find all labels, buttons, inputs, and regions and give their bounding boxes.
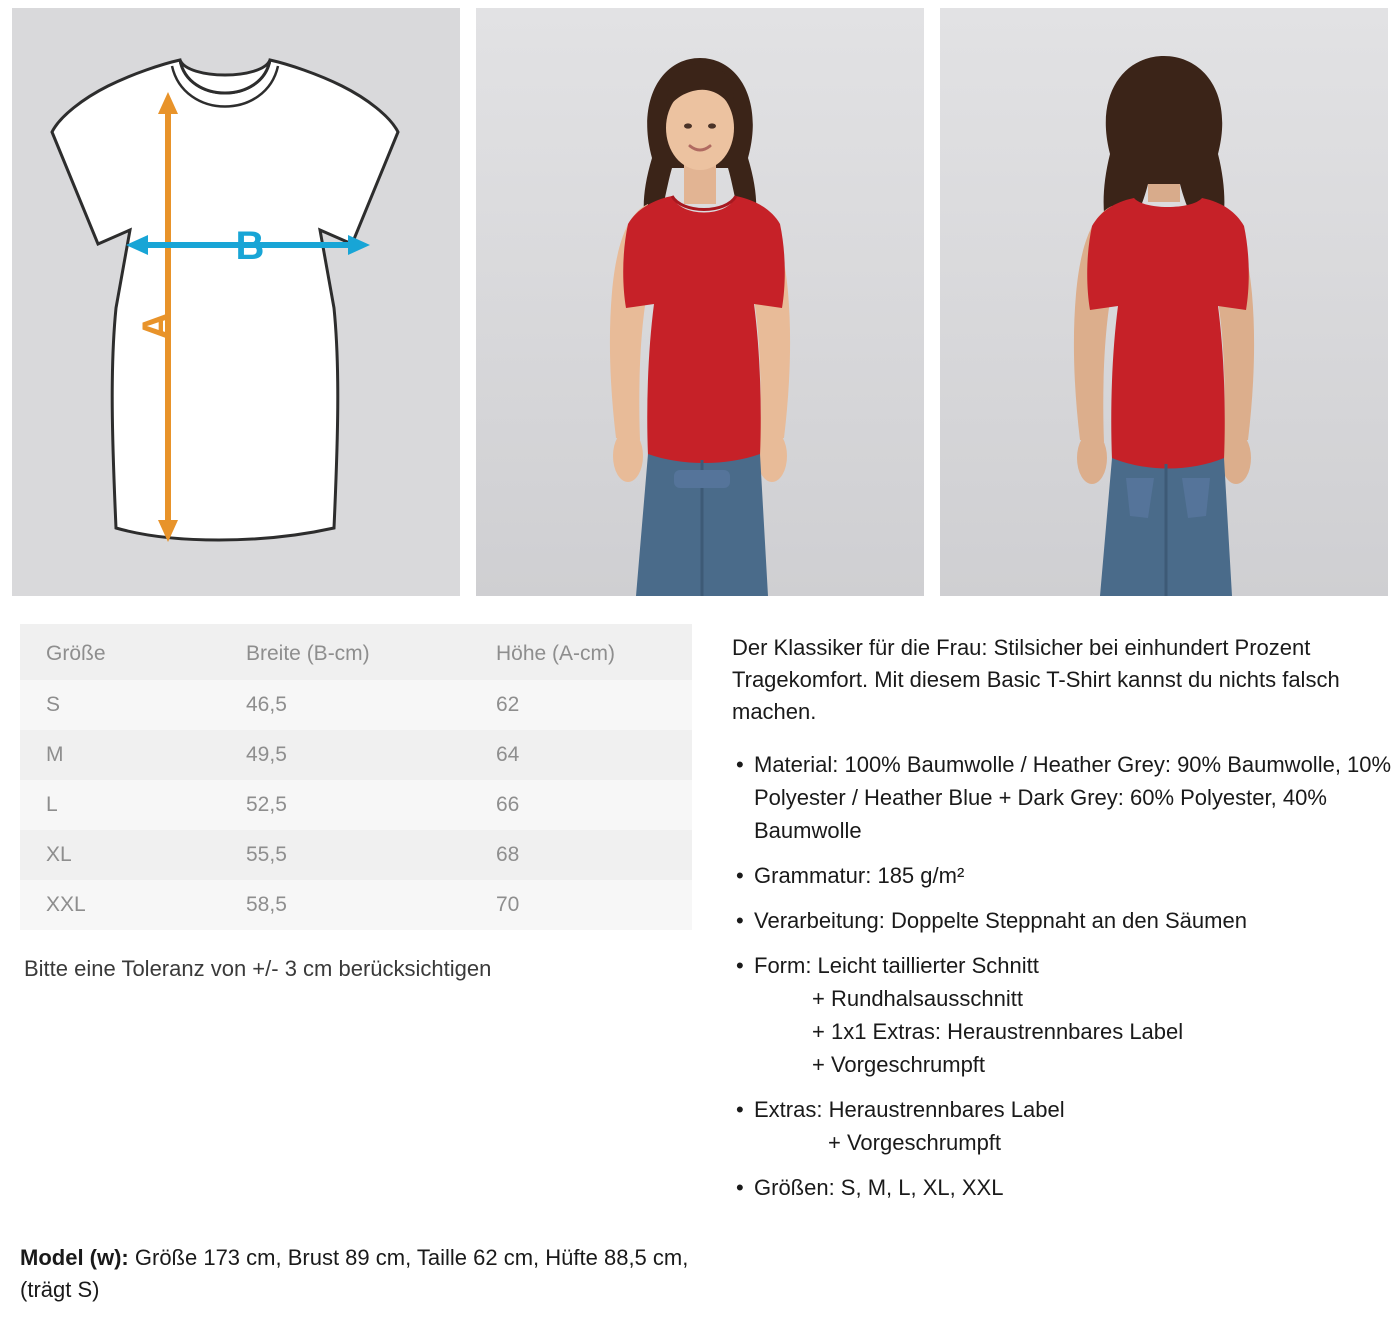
- feature-fit-sub-1: + Rundhalsausschnitt: [812, 985, 1023, 1011]
- cell-size: XL: [46, 843, 72, 866]
- cell-height: 66: [496, 793, 520, 816]
- cell-size: S: [46, 693, 61, 716]
- size-table-column: [12, 624, 712, 1216]
- cell-height: 68: [496, 843, 520, 866]
- table-row: [20, 680, 692, 730]
- feature-material: Material: 100% Baumwolle / Heather Grey: 90% Baumwolle, 10% Polyester / Heather Blue + Dark Grey: 60% Polyester, 40% Baumwolle: [754, 751, 1392, 843]
- feature-weight: Grammatur: 185 g/m²: [754, 862, 965, 888]
- column-header-size: Größe: [46, 642, 106, 665]
- feature-extras: Extras: Heraustrennbares Label: [754, 1096, 1065, 1122]
- tshirt-diagram: [12, 8, 460, 596]
- width-label: B: [235, 224, 265, 268]
- feature-construction: Verarbeitung: Doppelte Steppnaht an den Säumen: [754, 907, 1247, 933]
- table-row: [20, 880, 692, 930]
- feature-fit: Form: Leicht taillierter Schnitt: [754, 952, 1039, 978]
- feature-fit-sub-2: + 1x1 Extras: Heraustrennbares Label: [812, 1018, 1184, 1044]
- product-details: [0, 596, 1400, 1216]
- product-image-row: [0, 0, 1400, 596]
- cell-height: 62: [496, 693, 520, 716]
- model-back-illustration: [940, 8, 1388, 596]
- table-row: [20, 730, 692, 780]
- cell-width: 46,5: [246, 693, 287, 716]
- cell-width: 52,5: [246, 793, 287, 816]
- feature-extras-sub-1: + Vorgeschrumpft: [828, 1129, 1002, 1155]
- table-header-row: [20, 624, 692, 680]
- cell-height: 64: [496, 743, 520, 766]
- cell-height: 70: [496, 893, 520, 916]
- description-column: [732, 624, 1392, 1216]
- cell-size: XXL: [46, 893, 86, 916]
- height-label: A: [135, 311, 179, 341]
- model-info: [20, 1242, 710, 1306]
- feature-fit-sub-3: + Vorgeschrumpft: [812, 1051, 986, 1077]
- column-header-height: Höhe (A-cm): [496, 642, 616, 665]
- list-item: [732, 748, 1392, 847]
- cell-width: 58,5: [246, 893, 287, 916]
- list-item: [732, 859, 1392, 892]
- list-item: [732, 1171, 1392, 1204]
- table-row: [20, 780, 692, 830]
- list-item: [732, 949, 1392, 1081]
- model-front-photo: [476, 8, 924, 596]
- column-header-width: Breite (B-cm): [246, 642, 370, 665]
- description-intro: Der Klassiker für die Frau: Stilsicher bei einhundert Prozent Tragekomfort. Mit diesem Basic T-Shirt kannst du nichts falsch machen.: [732, 635, 1340, 724]
- model-info-label: Model (w):: [20, 1245, 129, 1271]
- cell-width: 49,5: [246, 743, 287, 766]
- list-item: [732, 1093, 1392, 1159]
- size-diagram-panel: [12, 8, 460, 596]
- model-info-text: Größe 173 cm, Brust 89 cm, Taille 62 cm, Hüfte 88,5 cm, (trägt S): [20, 1245, 689, 1303]
- size-table: [20, 624, 692, 930]
- cell-size: M: [46, 743, 64, 766]
- feature-sizes: Größen: S, M, L, XL, XXL: [754, 1174, 1004, 1200]
- table-row: [20, 830, 692, 880]
- feature-list: [732, 748, 1392, 1204]
- cell-width: 55,5: [246, 843, 287, 866]
- cell-size: L: [46, 793, 58, 816]
- tolerance-note: Bitte eine Toleranz von +/- 3 cm berücksichtigen: [24, 956, 492, 981]
- model-front-illustration: [476, 8, 924, 596]
- list-item: [732, 904, 1392, 937]
- model-back-photo: [940, 8, 1388, 596]
